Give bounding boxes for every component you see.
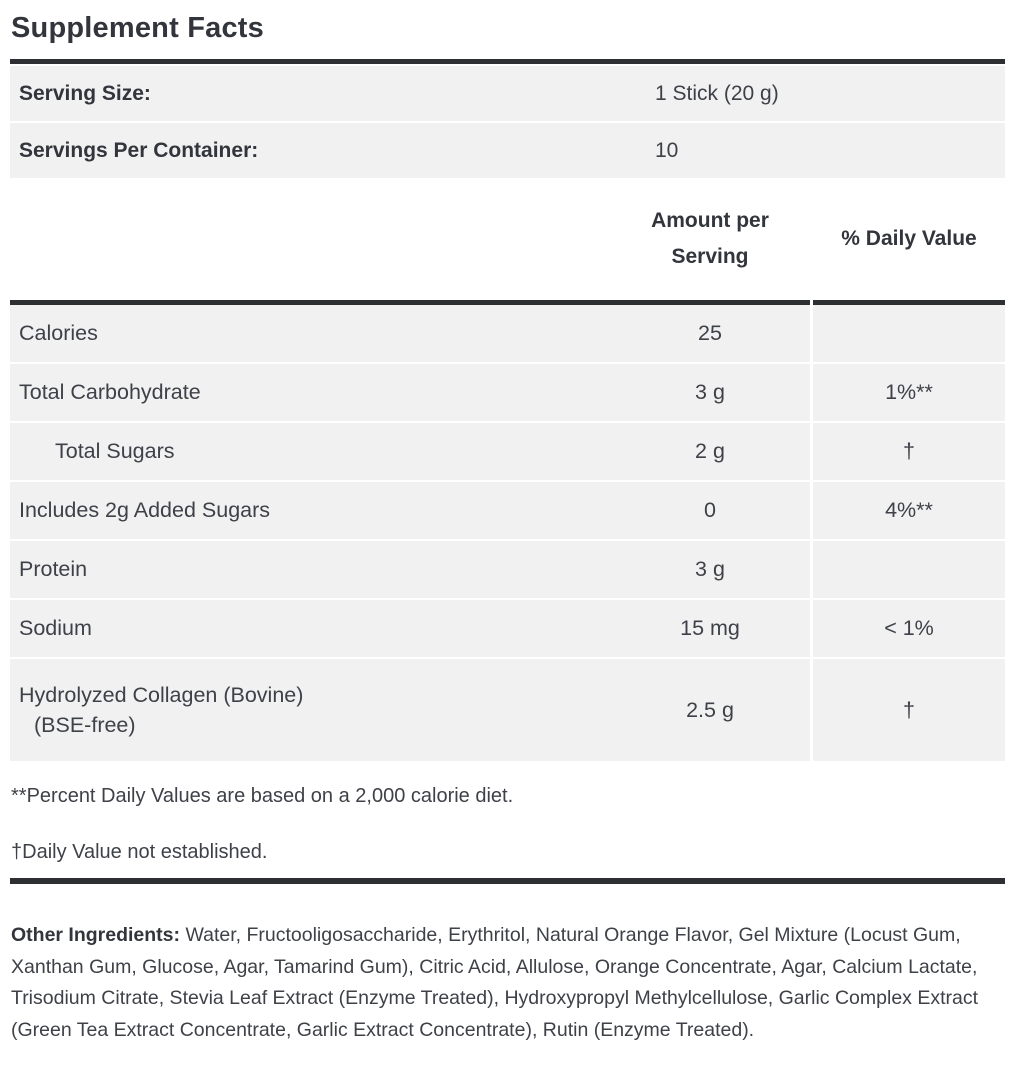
nutrient-label: Protein [10, 541, 610, 598]
other-ingredients-paragraph [11, 920, 1005, 1046]
nutrient-amount: 15 mg [610, 600, 810, 657]
nutrient-daily-value: 4%** [813, 482, 1005, 539]
table-row-calories [10, 305, 1005, 362]
table-row-added-sugars [10, 482, 1005, 539]
servings-per-container-value: 10 [655, 138, 679, 162]
footnote-percent-daily-values: **Percent Daily Values are based on a 2,000 calorie diet. [11, 785, 514, 807]
servings-per-container-row [10, 123, 1005, 178]
nutrient-daily-value [813, 305, 1005, 362]
nutrient-amount: 3 g [610, 541, 810, 598]
nutrient-amount: 2 g [610, 423, 810, 480]
nutrient-label: Total Sugars [10, 423, 610, 480]
table-row-protein [10, 541, 1005, 598]
top-rule [10, 59, 1005, 64]
amount-per-serving-header: Amount per Serving [651, 209, 769, 268]
nutrient-label: Sodium [10, 600, 610, 657]
nutrient-amount: 25 [610, 305, 810, 362]
nutrient-label: Total Carbohydrate [10, 364, 610, 421]
page-title: Supplement Facts [11, 12, 264, 44]
nutrient-amount: 0 [610, 482, 810, 539]
table-row-total-sugars [10, 423, 1005, 480]
serving-info-table [10, 59, 1005, 178]
nutrient-daily-value: † [813, 423, 1005, 480]
facts-table-header [10, 178, 1005, 300]
nutrient-amount: 2.5 g [610, 659, 810, 761]
nutrient-daily-value: † [813, 659, 1005, 761]
nutrient-amount: 3 g [610, 364, 810, 421]
nutrient-label: Calories [10, 305, 610, 362]
other-ingredients-text: Water, Fructooligosaccharide, Erythritol, Natural Orange Flavor, Gel Mixture (Locust Gum, Xanthan Gum, Glucose, Agar, Tamarind Gum), Citric Acid, Allulose, Orange Concentrate, Agar, Calcium Lactate, Trisodium Citrate, Stevia Leaf Extract (Enzyme Treated), Hydroxypropyl Methylcellulose, Garlic Complex Extract (Green Tea Extract Concentrate, Garlic Extract Concentrate), Rutin (Enzyme Treated). [11, 924, 979, 1041]
nutrient-label: Includes 2g Added Sugars [10, 482, 610, 539]
nutrient-daily-value [813, 541, 1005, 598]
nutrient-daily-value: 1%** [813, 364, 1005, 421]
table-row-sodium [10, 600, 1005, 657]
serving-size-label: Serving Size: [19, 81, 151, 105]
nutrient-daily-value: < 1% [813, 600, 1005, 657]
servings-per-container-label: Servings Per Container: [19, 138, 259, 162]
serving-size-value: 1 Stick (20 g) [655, 81, 779, 105]
daily-value-header: % Daily Value [841, 227, 977, 250]
other-ingredients-label: Other Ingredients: [11, 924, 181, 946]
nutrient-label-line2: (BSE-free) [34, 713, 136, 737]
bottom-rule [10, 878, 1005, 884]
table-row-total-carbohydrate [10, 364, 1005, 421]
footnote-daily-value-not-established: †Daily Value not established. [11, 841, 268, 863]
table-row-hydrolyzed-collagen [10, 659, 1005, 761]
serving-size-row [10, 66, 1005, 121]
nutrition-facts-table [10, 178, 1005, 761]
nutrient-label: Hydrolyzed Collagen (Bovine) (BSE-free) [10, 659, 610, 761]
